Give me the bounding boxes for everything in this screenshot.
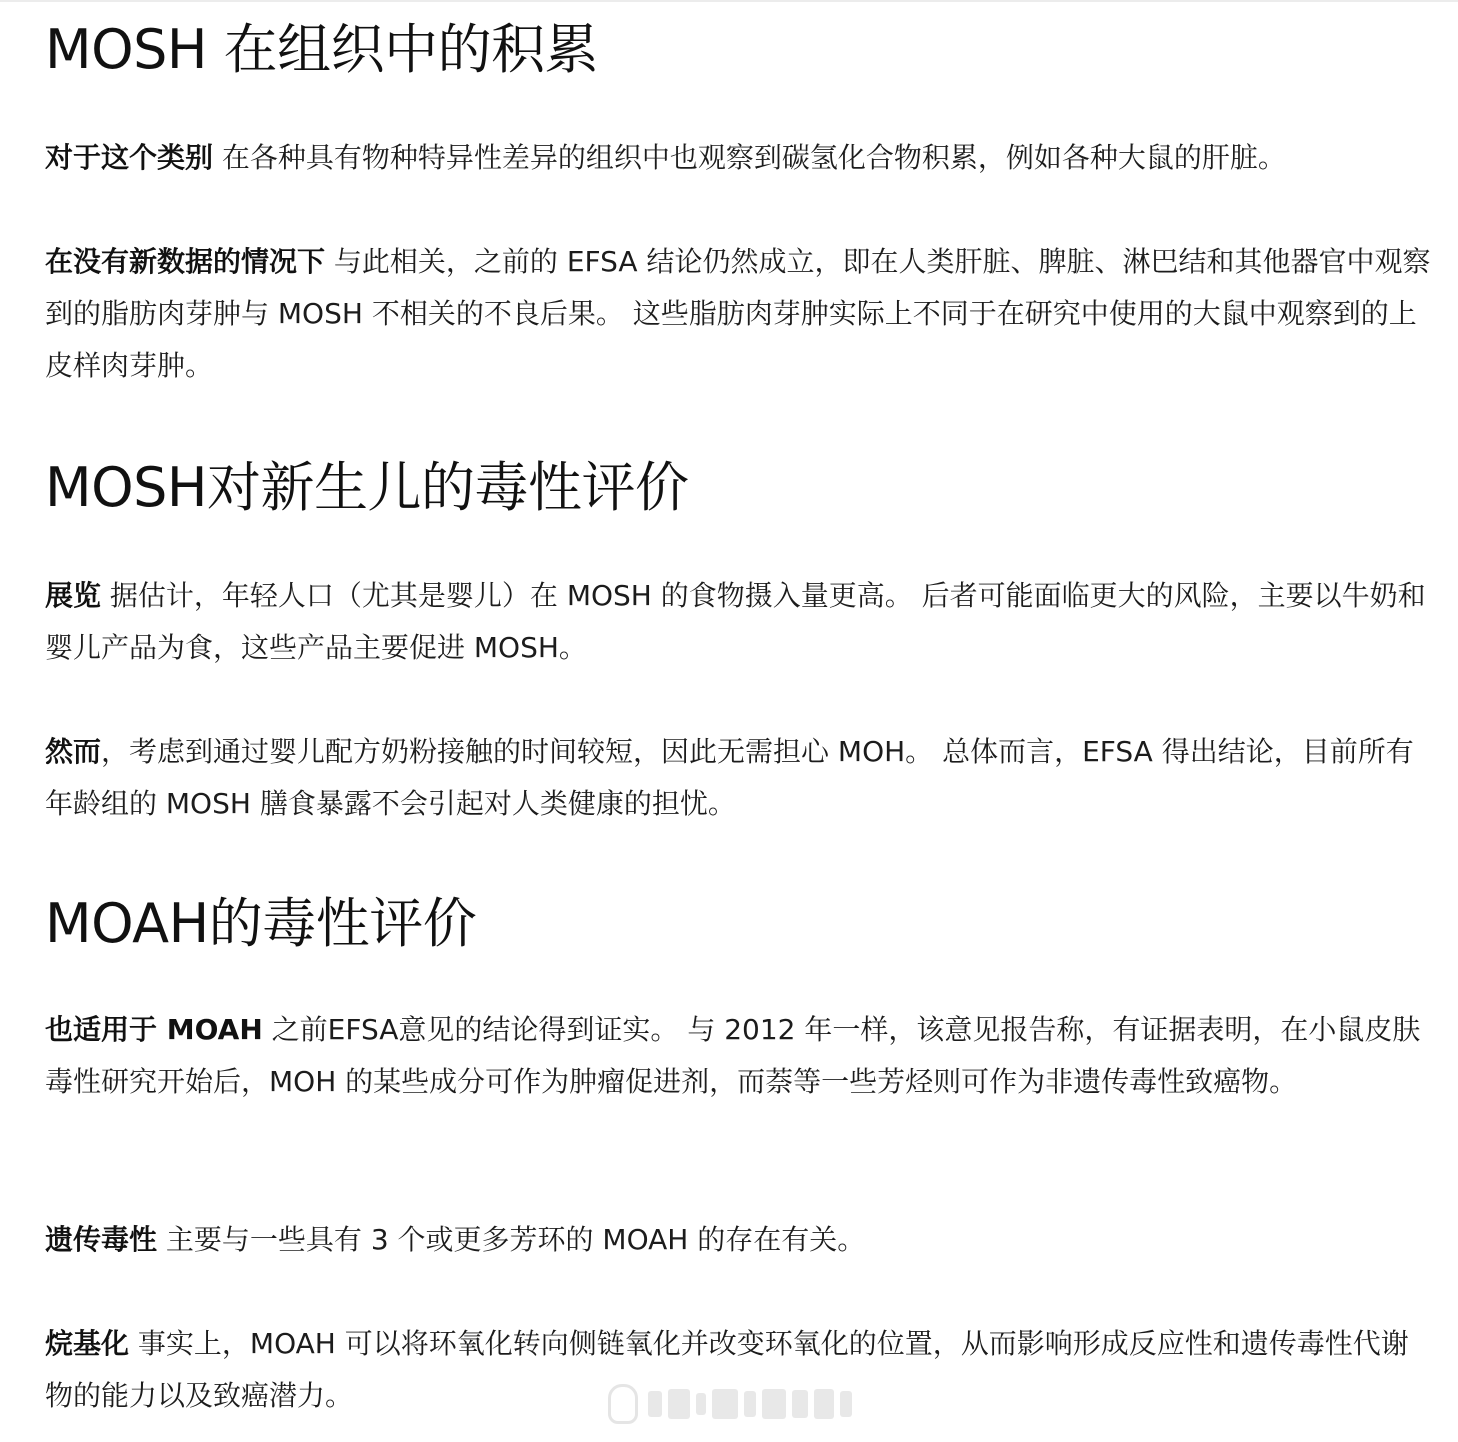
paragraph: [45, 1214, 1435, 1266]
paragraph: [45, 236, 1435, 392]
paragraph-lead: 烷基化: [45, 1327, 130, 1360]
paragraph-text: 据估计，年轻人口（尤其是婴儿）在 MOSH 的食物摄入量更高。 后者可能面临更大的风险，主要以牛奶和婴儿产品为食，这些产品主要促进 MOSH。: [45, 579, 1426, 664]
watermark-logo-icon: [608, 1384, 638, 1424]
paragraph-text: 与此相关，之前的 EFSA 结论仍然成立，即在人类肝脏、脾脏、淋巴结和其他器官中观察到的脂肪肉芽肿与 MOSH 不相关的不良后果。 这些脂肪肉芽肿实际上不同于在研究中使用的大鼠中观察到的上皮样肉芽肿。: [45, 245, 1431, 382]
paragraph-text: 事实上，MOAH 可以将环氧化转向侧链氧化并改变环氧化的位置，从而影响形成反应性和遗传毒性代谢物的能力以及致癌潜力。: [45, 1327, 1409, 1412]
section-heading-mosh-newborn-toxicity: MOSH对新生儿的毒性评价: [45, 456, 689, 519]
paragraph-text: ，考虑到通过婴儿配方奶粉接触的时间较短，因此无需担心 MOH。 总体而言，EFSA 得出结论，目前所有年龄组的 MOSH 膳食暴露不会引起对人类健康的担忧。: [45, 735, 1414, 820]
paragraph-lead: 也适用于 MOAH: [45, 1013, 263, 1046]
paragraph-text: 之前EFSA意见的结论得到证实。 与 2012 年一样，该意见报告称，有证据表明，在小鼠皮肤毒性研究开始后，MOH 的某些成分可作为肿瘤促进剂，而萘等一些芳烃则可作为非遗传毒性致癌物。: [45, 1013, 1421, 1098]
paragraph-lead: 在没有新数据的情况下: [45, 245, 326, 278]
section-heading-mosh-accumulation: MOSH 在组织中的积累: [45, 18, 599, 81]
watermark: [608, 1382, 854, 1426]
paragraph-lead: 对于这个类别: [45, 141, 214, 174]
paragraph-lead: 然而: [45, 735, 102, 768]
paragraph-text: 主要与一些具有 3 个或更多芳环的 MOAH 的存在有关。: [157, 1223, 866, 1256]
paragraph: [45, 132, 1435, 184]
paragraph-text: 在各种具有物种特异性差异的组织中也观察到碳氢化合物积累，例如各种大鼠的肝脏。: [213, 141, 1286, 174]
paragraph-lead: 遗传毒性: [45, 1223, 158, 1256]
watermark-text-blur: [648, 1389, 852, 1419]
paragraph-lead: 展览: [45, 579, 102, 612]
section-heading-moah-toxicity: MOAH的毒性评价: [45, 892, 477, 955]
top-divider: [0, 0, 1458, 2]
paragraph: [45, 570, 1435, 674]
paragraph: [45, 726, 1435, 830]
paragraph: [45, 1004, 1435, 1108]
